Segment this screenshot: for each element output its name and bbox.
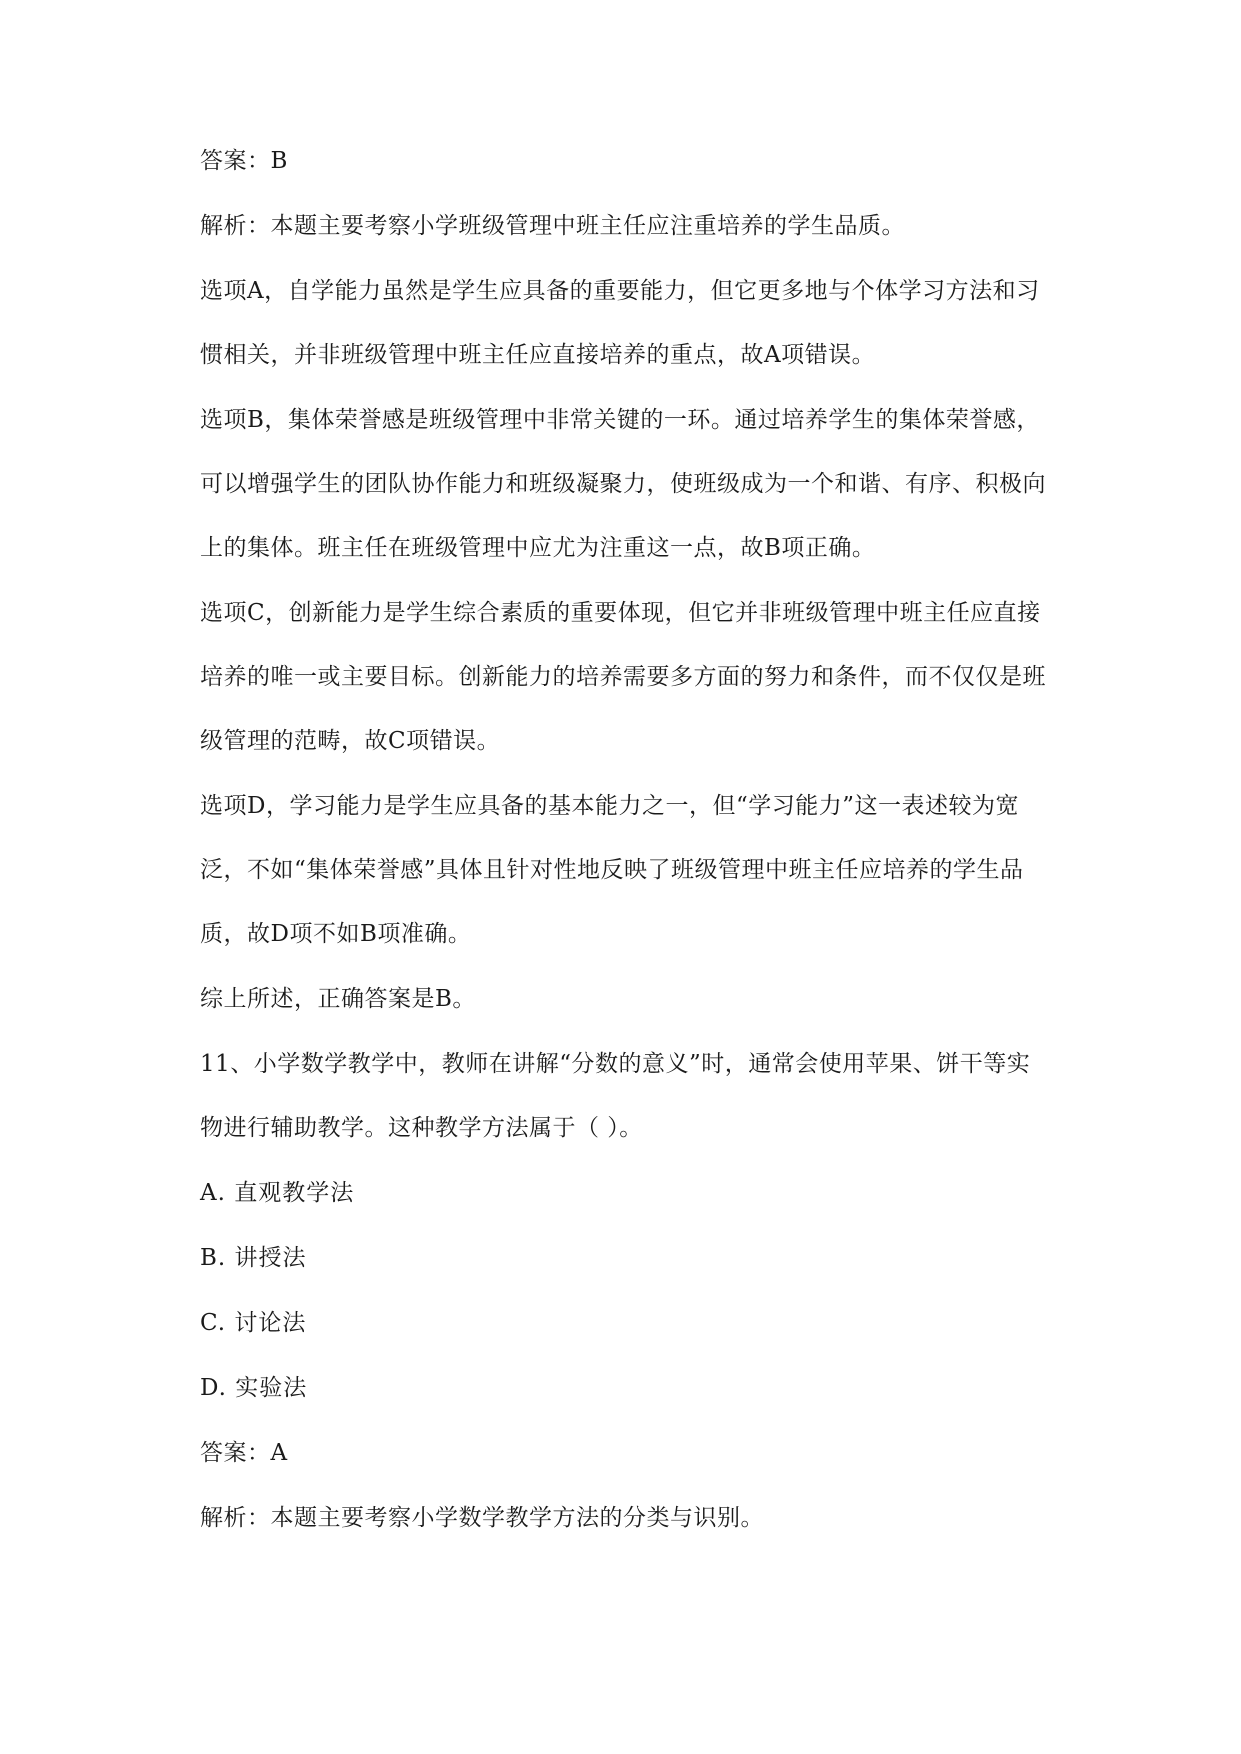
option-b-explanation-line: 可以增强学生的团队协作能力和班级凝聚力，使班级成为一个和谐、有序、积极向 xyxy=(200,471,1046,497)
analysis-line: 解析：本题主要考察小学班级管理中班主任应注重培养的学生品质。 xyxy=(200,213,905,239)
option-a-explanation-line: 选项A，自学能力虽然是学生应具备的重要能力，但它更多地与个体学习方法和习 xyxy=(200,278,1040,304)
option-c-explanation-line: 培养的唯一或主要目标。创新能力的培养需要多方面的努力和条件，而不仅仅是班 xyxy=(200,664,1046,690)
question-11-line: 物进行辅助教学。这种教学方法属于（ ）。 xyxy=(200,1115,643,1141)
option-d-explanation-line: 选项D，学习能力是学生应具备的基本能力之一，但“学习能力”这一表述较为宽 xyxy=(200,793,1019,819)
option-c-explanation-line: 级管理的范畴，故C项错误。 xyxy=(200,728,501,754)
option-a-explanation-line: 惯相关，并非班级管理中班主任应直接培养的重点，故A项错误。 xyxy=(200,342,876,368)
choice-b: B. 讲授法 xyxy=(200,1245,307,1271)
summary-line: 综上所述，正确答案是B。 xyxy=(200,986,476,1012)
option-c-explanation-line: 选项C，创新能力是学生综合素质的重要体现，但它并非班级管理中班主任应直接 xyxy=(200,600,1041,626)
option-b-explanation-line: 上的集体。班主任在班级管理中应尤为注重这一点，故B项正确。 xyxy=(200,535,876,561)
choice-a: A. 直观教学法 xyxy=(200,1180,355,1206)
analysis-line: 解析：本题主要考察小学数学教学方法的分类与识别。 xyxy=(200,1505,764,1531)
document-body xyxy=(200,146,1100,1533)
choice-d: D. 实验法 xyxy=(200,1375,308,1401)
question-11-line: 11、小学数学教学中，教师在讲解“分数的意义”时，通常会使用苹果、饼干等实 xyxy=(200,1051,1031,1077)
choice-c: C. 讨论法 xyxy=(200,1310,307,1336)
option-b-explanation-line: 选项B，集体荣誉感是班级管理中非常关键的一环。通过培养学生的集体荣誉感， xyxy=(200,407,1040,433)
option-d-explanation-line: 泛，不如“集体荣誉感”具体且针对性地反映了班级管理中班主任应培养的学生品 xyxy=(200,857,1024,883)
option-d-explanation-line: 质，故D项不如B项准确。 xyxy=(200,921,472,947)
answer-line: 答案：B xyxy=(200,148,288,174)
answer-line: 答案：A xyxy=(200,1440,288,1466)
